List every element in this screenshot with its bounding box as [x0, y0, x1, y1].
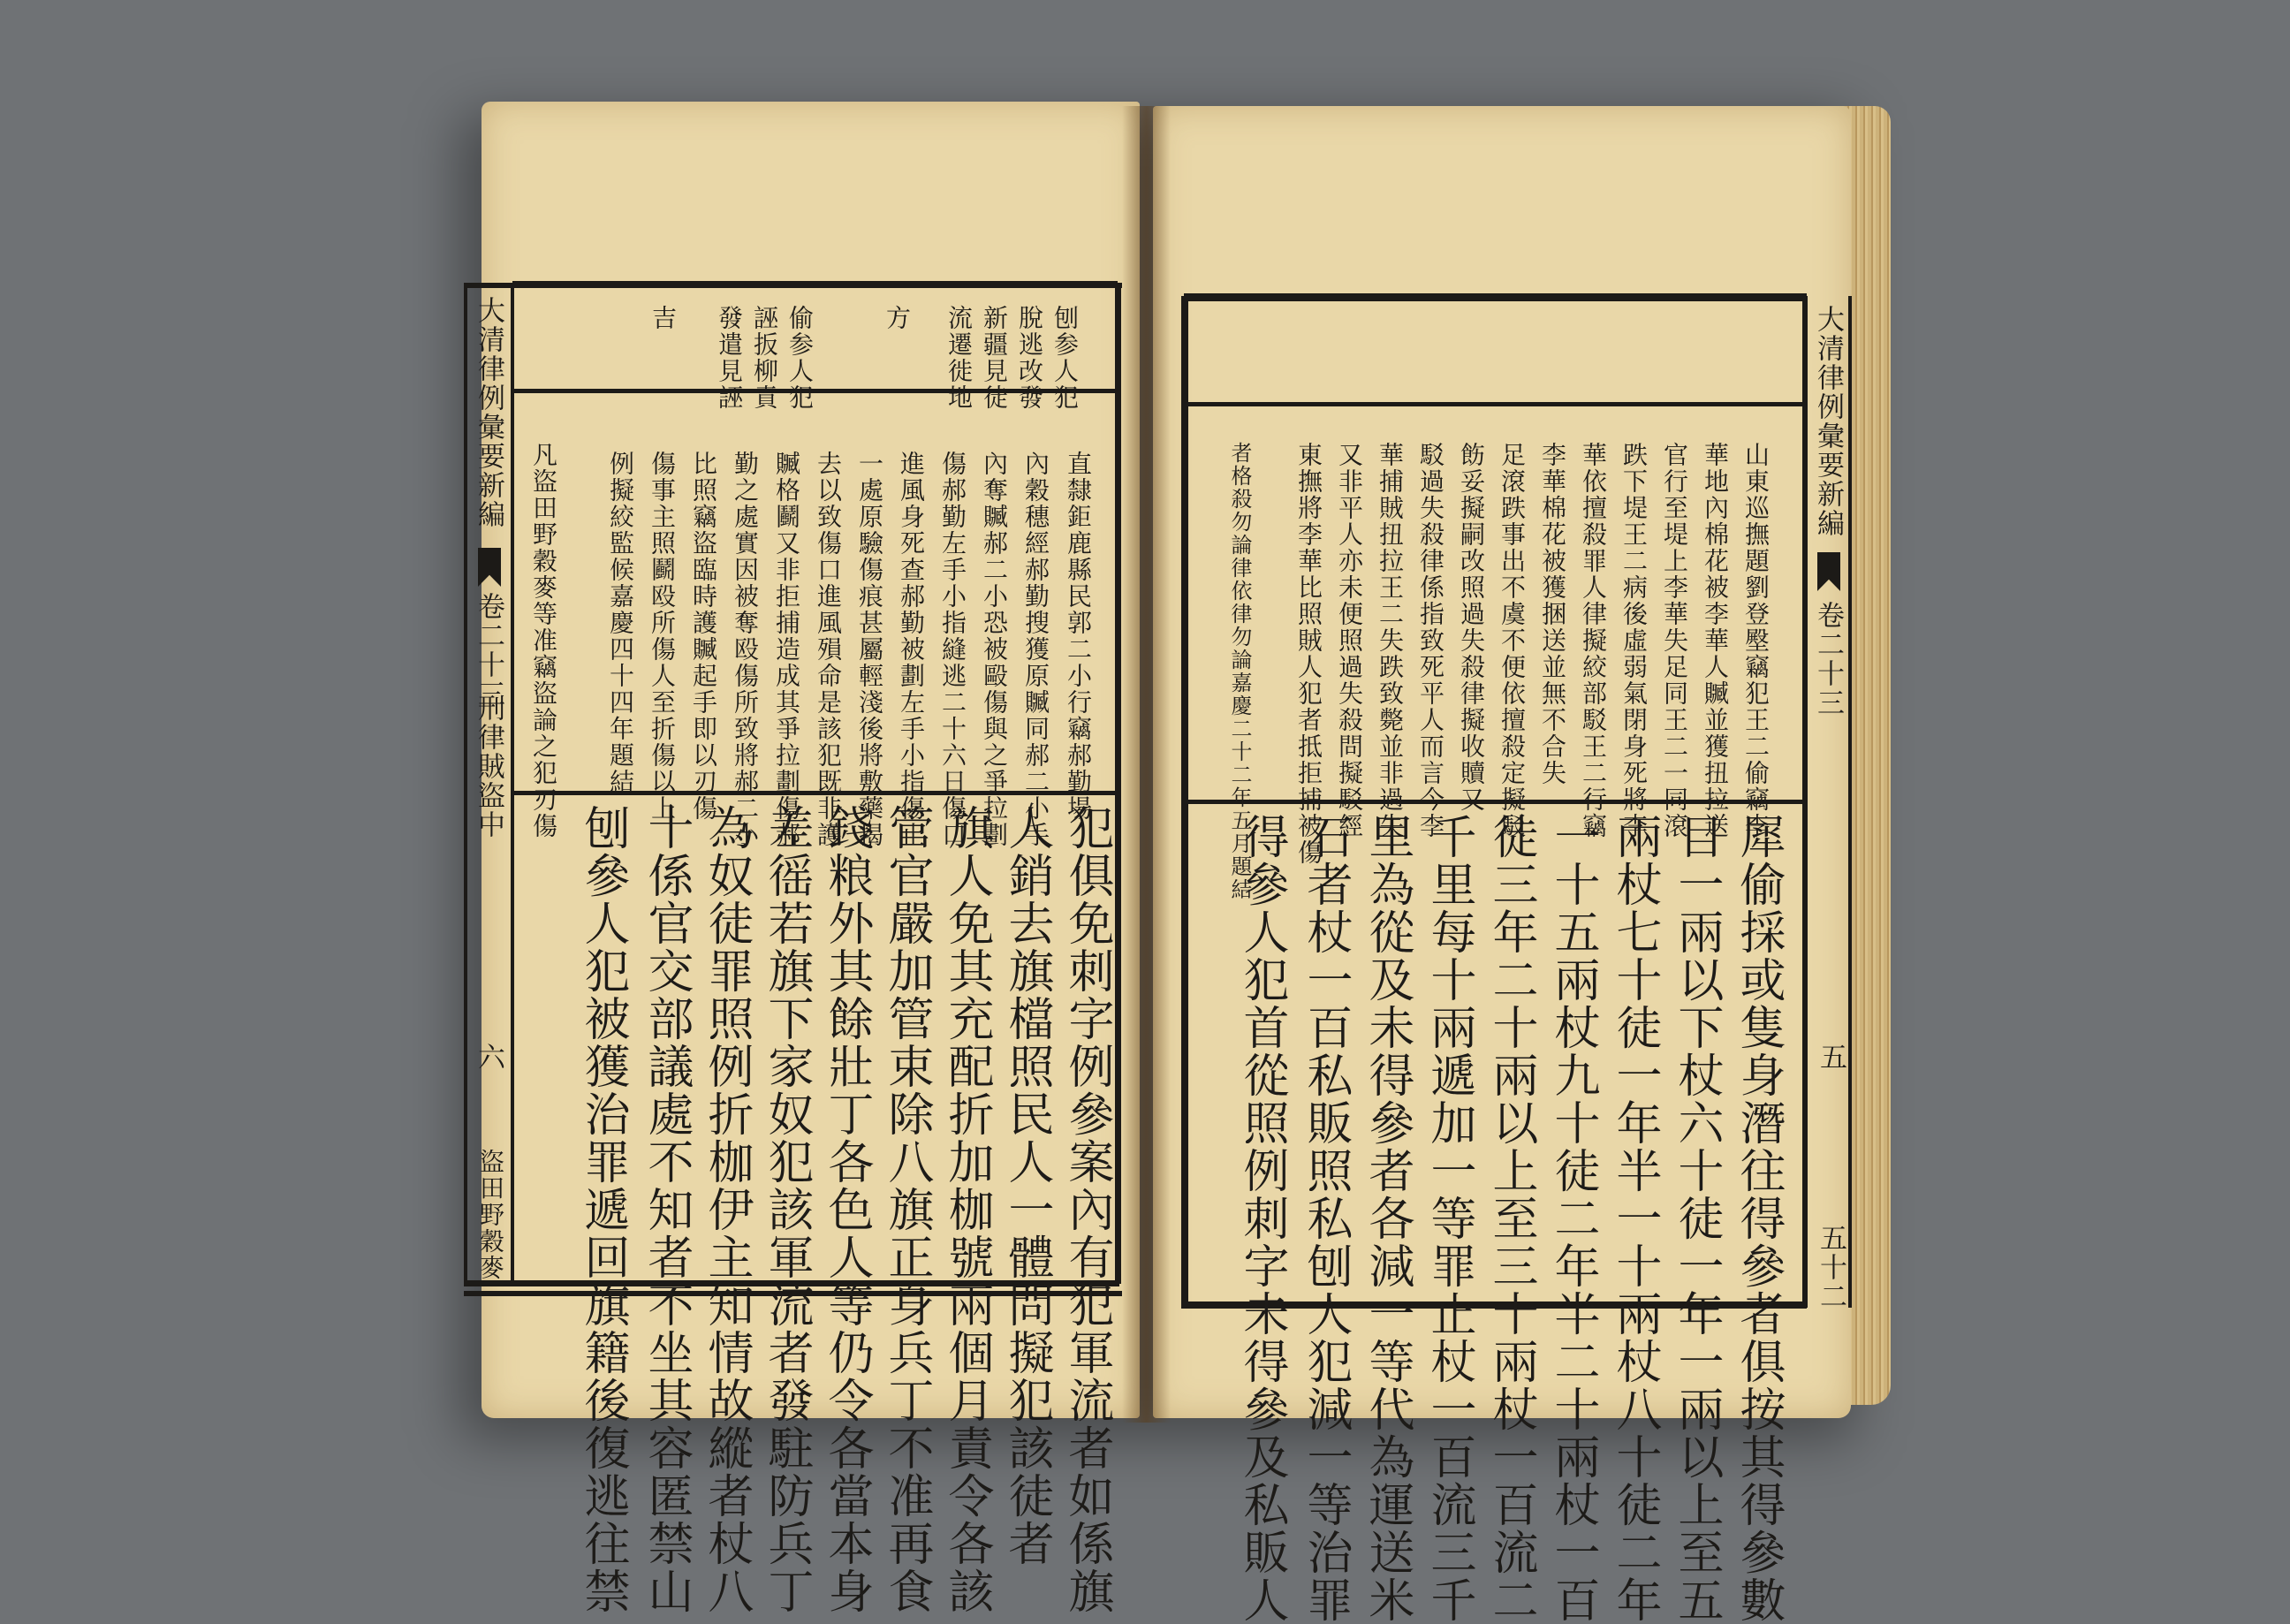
- right-note-col-13: 者格殺勿論律依律勿論嘉慶二十二年五月題結: [1227, 442, 1252, 901]
- left-note-col-10: 比照竊盜臨時護贓起手即以刃傷: [689, 451, 718, 822]
- left-note-col-3: 內奪贓郝二小恐被毆傷與之爭拉劃: [980, 451, 1009, 848]
- left-margin-rule: [511, 283, 514, 1284]
- right-main-col-2: 目一兩以下杖六十徒一年一兩以上至五: [1670, 813, 1723, 1624]
- right-main-col-8: 石者杖一百私販照私刨人犯減一等治罪: [1299, 813, 1352, 1624]
- left-header-col-6: 偷参人犯: [785, 305, 815, 411]
- left-main-col-3: 旗人免其充配折加枷號兩個月責令各該: [940, 804, 993, 1615]
- right-note-col-2: 華地內棉花被李華人贓並獲扭拉送: [1701, 442, 1730, 839]
- right-main-col-9: 得參人犯首從照例刺字未得參及私販人: [1235, 813, 1288, 1624]
- right-main-col-7: 里為從及未得參者各減一等代為運送米: [1361, 813, 1414, 1624]
- right-margin-volume: 卷二十三: [1812, 601, 1844, 717]
- right-note-col-3: 官行至堤上李華失足同王二一同滾: [1660, 442, 1689, 839]
- left-note-col-12: 例擬絞監候嘉慶四十四年題結: [606, 451, 635, 795]
- right-margin-rule-outer: [1848, 296, 1852, 1308]
- left-main-col-1: 犯俱免刺字例參案內有犯軍流者如係旗: [1060, 804, 1113, 1615]
- right-folio-top: 五: [1815, 1043, 1846, 1072]
- right-note-col-1: 山東巡撫題劉登壂竊犯王二偷竊李: [1741, 442, 1771, 839]
- left-header-col-9: 吉: [648, 305, 678, 331]
- left-margin-volume: 卷二十三: [473, 592, 504, 709]
- left-stamp: 盜田野穀麥: [476, 1149, 505, 1281]
- left-note-col-2: 內穀穗經郝勤搜獲原贓同郝二小手: [1021, 451, 1050, 848]
- left-outer-rule: [1115, 283, 1121, 1284]
- right-margin-rule: [1802, 296, 1808, 1308]
- right-folio-bottom: 五十二: [1815, 1224, 1846, 1311]
- left-folio: 六: [473, 1043, 504, 1072]
- left-note-col-13: 凡盜田野穀麥等准竊盜論之犯刃傷: [529, 442, 558, 839]
- left-header-col-7: 誣扳柳責: [750, 305, 779, 411]
- left-note-col-8: 贓格鬬又非拒捕造成其爭拉劃傷郝: [772, 451, 801, 848]
- left-main-col-9: 刨參人犯被獲治罪遞回旗籍後復逃往禁: [576, 804, 629, 1615]
- left-note-col-4: 傷郝勤左手小指縫逃二十六日傷口: [938, 451, 967, 848]
- left-note-col-1: 直隸鉅鹿縣民郭二小行竊郝勤場: [1064, 451, 1093, 822]
- left-header-col-4: 流遷徙地: [944, 305, 974, 411]
- right-note-col-10: 華捕賊扭拉王二失跌致斃並非過失: [1376, 442, 1405, 839]
- right-main-col-6: 千里每十兩遞加一等罪止杖一百流三千: [1422, 813, 1475, 1624]
- right-main-col-5: 徒三年二十兩以上至三十兩杖一百流二: [1484, 813, 1537, 1624]
- right-main-col-4: 一十五兩杖九十徒二年半二十兩杖一百: [1546, 813, 1599, 1624]
- book-gutter: [1122, 106, 1171, 1423]
- left-main-col-8: 十係官交部議處不知者不坐其容匿禁山: [640, 804, 693, 1615]
- right-border-top: [1184, 293, 1807, 301]
- left-margin-section: 刑律賊盜中: [473, 694, 504, 839]
- right-note-col-9: 駁過失殺律係指致死平人而言今李: [1416, 442, 1445, 839]
- left-header-col-2: 脫逃改發: [1015, 305, 1044, 411]
- right-note-col-8: 飭妥擬嗣改照過失殺律擬收贖又: [1457, 442, 1486, 813]
- right-main-col-1: 犀偷採或隻身潛往得參者俱按其得參數: [1732, 813, 1785, 1624]
- right-margin-title: 大清律例彙要新編: [1812, 305, 1844, 538]
- right-main-col-3: 兩杖七十徒一年半一十兩杖八十徒二年: [1608, 813, 1661, 1624]
- right-note-col-11: 又非平人亦未便照過失殺問擬駁經: [1335, 442, 1364, 839]
- right-outer-rule: [1181, 296, 1188, 1308]
- right-note-col-6: 李華棉花被獲捆送並無不合失: [1538, 442, 1567, 786]
- left-margin-title: 大清律例彙要新編: [473, 296, 504, 529]
- left-note-col-9: 勤之處實因被奪殴傷所致將郝二小: [731, 451, 760, 848]
- right-note-col-12: 東撫將李華比照賊人犯者抵拒捕被傷: [1294, 442, 1323, 866]
- left-main-col-4: 管官嚴加管束除八旗正身兵丁不准再食: [880, 804, 933, 1615]
- left-note-col-7: 去以致傷口進風殞命是該犯既非護: [814, 451, 843, 848]
- left-main-col-2: 人銷去旗檔照民人一體問擬犯該徒者: [1000, 804, 1053, 1567]
- left-main-col-7: 為奴徒罪照例折枷伊主知情故縱者杖八: [700, 804, 753, 1615]
- left-note-col-11: 傷事主照鬬殴所傷人至折傷以上: [648, 451, 677, 822]
- left-margin-rule-inner: [464, 283, 467, 1284]
- left-main-col-5: 錢粮外其餘壯丁各色人等仍令各當本身: [820, 804, 873, 1615]
- right-header-divider: [1188, 402, 1807, 406]
- left-header-col-8: 發遣見誣: [715, 305, 744, 411]
- left-note-col-5: 進風身死查郝勤被劃左手小指傷止: [897, 451, 926, 848]
- left-main-col-6: 差徭若旗下家奴犯該軍流者發駐防兵丁: [760, 804, 813, 1615]
- left-header-col-3: 新疆見徒: [980, 305, 1009, 411]
- right-note-col-4: 跌下堤王二病後虛弱氣閉身死將李: [1619, 442, 1649, 839]
- left-header-col-5: 方: [883, 305, 912, 331]
- left-header-col-1: 刨参人犯: [1050, 305, 1080, 411]
- left-note-col-6: 一處原驗傷痕甚屬輕淺後將敷藥揭: [855, 451, 884, 848]
- left-border-top: [512, 281, 1118, 288]
- right-note-col-7: 足滾跌事出不虞不便依擅殺定擬駁: [1498, 442, 1527, 839]
- right-note-col-5: 華依擅殺罪人律擬絞部駁王二行竊: [1579, 442, 1608, 839]
